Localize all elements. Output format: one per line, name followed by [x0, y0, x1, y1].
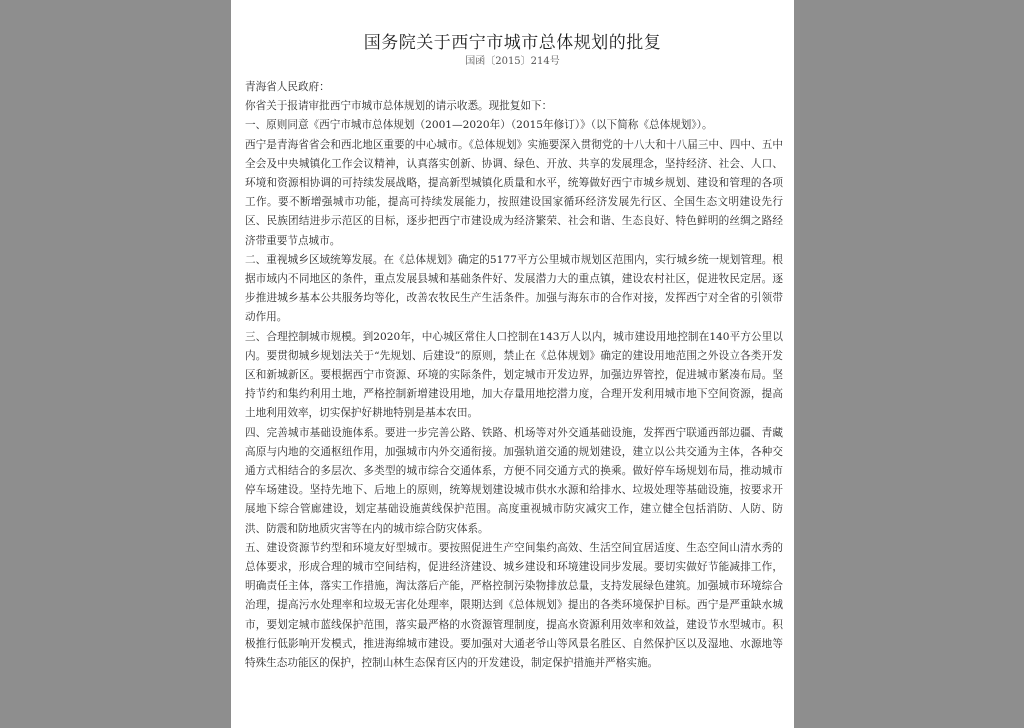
- document-number: 国函〔2015〕214号: [465, 56, 560, 67]
- salutation: 青海省人民政府：: [245, 81, 330, 93]
- paragraph-section-3: 三、合理控制城市规模。到2020年，中心城区常住人口控制在143万人以内，城市建设用地控制在140平方公里以内。要贯彻城乡规划法关于“先规划、后建设”的原则，禁止在《总体规划》确定的建设用地范围之外设立各类开发区和新城新区。要根据西宁市资源、环境的实际条件，划定城市开发边界，加强边界管控，促进城市紧凑布局。坚持节约和集约利用土地，严格控制新增建设用地，加大存量用地挖潜力度，合理开发利用城市地下空间资源，提高土地利用效率，切实保护好耕地特别是基本农田。: [245, 330, 783, 420]
- paragraph-section-5: 五、建设资源节约型和环境友好型城市。要按照促进生产空间集约高效、生活空间宜居适度、生态空间山清水秀的总体要求，形成合理的城市空间结构，促进经济建设、城乡建设和环境建设同步发展。要切实做好节能减排工作，明确责任主体，落实工作措施，淘汰落后产能，严格控制污染物排放总量，支持发展绿色建筑。加强城市环境综合治理，提高污水处理率和垃圾无害化处理率，限期达到《总体规划》提出的各类环境保护目标。西宁是严重缺水城市，要划定城市蓝线保护范围，落实最严格的水资源管理制度，提高水资源利用效率和效益，建设节水型城市。积极推行低影响开发模式，推进海绵城市建设。要加强对大通老爷山等风景名胜区、自然保护区以及湿地、水源地等特殊生态功能区的保护，控制山林生态保育区内的开发建设，制定保护措施并严格实施。: [245, 541, 783, 670]
- paragraph-section-1: 一、原则同意《西宁市城市总体规划（2001—2020年）（2015年修订）》（以下简称《总体规划》）。: [245, 119, 713, 132]
- paragraph-section-4: 四、完善城市基础设施体系。要进一步完善公路、铁路、机场等对外交通基础设施，发挥西宁联通西部边疆、青藏高原与内地的交通枢纽作用，加强城市内外交通衔接。加强轨道交通的规划建设，建立以公共交通为主体，各种交通方式相结合的多层次、多类型的城市综合交通体系，方便不同交通方式的换乘。做好停车场规划布局，推动城市停车场建设。坚持先地下、后地上的原则，统筹规划建设城市供水水源和给排水、垃圾处理等基础设施，按要求开展地下综合管廊建设，划定基础设施黄线保护范围。高度重视城市防灾减灾工作，建立健全包括消防、人防、防洪、防震和防地质灾害等在内的城市综合防灾体系。: [245, 426, 783, 535]
- document-title: 国务院关于西宁市城市总体规划的批复: [363, 33, 662, 53]
- document-page: [231, 0, 794, 728]
- paragraph-intro: 你省关于报请审批西宁市城市总体规划的请示收悉。现批复如下：: [245, 100, 553, 113]
- paragraph-section-2: 二、重视城乡区域统筹发展。在《总体规划》确定的5177平方公里城市规划区范围内，实行城乡统一规划管理。根据市域内不同地区的条件，重点发展县城和基础条件好、发展潜力大的重点镇，建设农村社区，促进牧民定居。逐步推进城乡基本公共服务均等化，改善农牧民生产生活条件。加强与海东市的合作对接，发挥西宁对全省的引领带动作用。: [245, 253, 783, 324]
- paragraph-positioning: 西宁是青海省省会和西北地区重要的中心城市。《总体规划》实施要深入贯彻党的十八大和十八届三中、四中、五中全会及中央城镇化工作会议精神，认真落实创新、协调、绿色、开放、共享的发展理念，坚持经济、社会、人口、环境和资源相协调的可持续发展战略，提高新型城镇化质量和水平，统筹做好西宁市城乡规划、建设和管理的各项工作。要不断增强城市功能，提高可持续发展能力，按照建设国家循环经济发展先行区、全国生态文明建设先行区、民族团结进步示范区的目标，逐步把西宁市建设成为经济繁荣、社会和谐、生态良好、特色鲜明的丝绸之路经济带重要节点城市。: [245, 138, 783, 247]
- document-body: [245, 78, 783, 673]
